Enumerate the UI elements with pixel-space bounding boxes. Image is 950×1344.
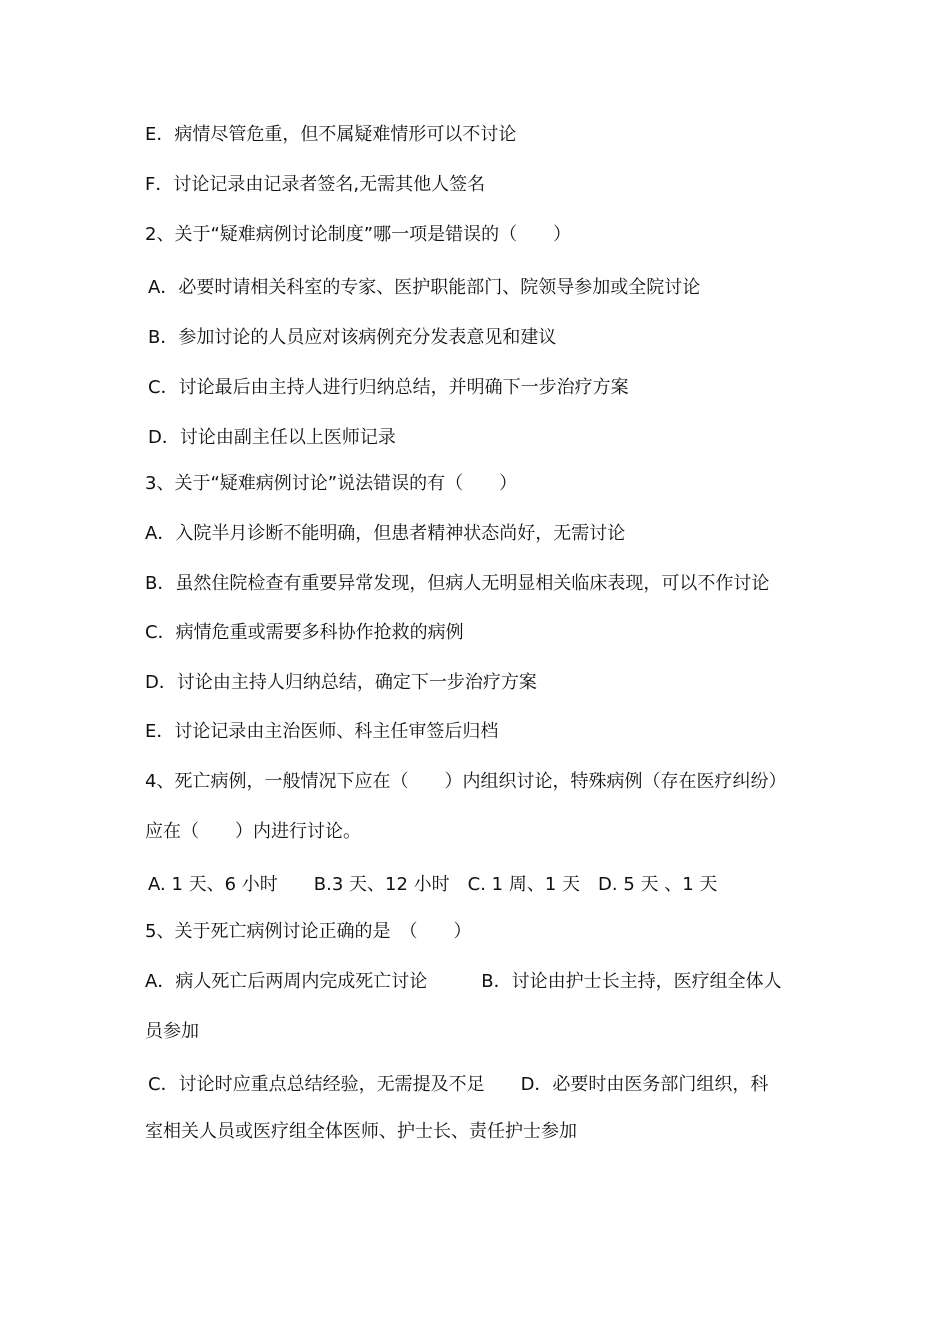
question-4-line-1: 4、死亡病例，一般情况下应在（ ）内组织讨论，特殊病例（存在医疗纠纷）: [145, 771, 787, 792]
option-3e: E．讨论记录由主治医师、科主任审签后归档: [145, 721, 499, 742]
options-5cd-line-2: 室相关人员或医疗组全体医师、护士长、责任护士参加: [145, 1121, 577, 1142]
options-5cd-line-1: C．讨论时应重点总结经验，无需提及不足 D．必要时由医务部门组织，科: [148, 1074, 769, 1095]
option-2d: D．讨论由副主任以上医师记录: [148, 427, 396, 448]
options-5ab-line-2: 员参加: [145, 1021, 199, 1042]
option-2a: A．必要时请相关科室的专家、医护职能部门、院领导参加或全院讨论: [148, 277, 701, 298]
question-3: 3、关于“疑难病例讨论”说法错误的有（ ）: [145, 473, 518, 494]
option-2c: C．讨论最后由主持人进行归纳总结，并明确下一步治疗方案: [148, 377, 629, 398]
options-5ab-line-1: A．病人死亡后两周内完成死亡讨论 B．讨论由护士长主持，医疗组全体人: [145, 971, 782, 992]
option-2b: B．参加讨论的人员应对该病例充分发表意见和建议: [148, 327, 557, 348]
option-3c: C．病情危重或需要多科协作抢救的病例: [145, 622, 464, 643]
question-2: 2、关于“疑难病例讨论制度”哪一项是错误的（ ）: [145, 224, 572, 245]
question-5: 5、关于死亡病例讨论正确的是 （ ）: [145, 921, 472, 942]
option-1f: F．讨论记录由记录者签名,无需其他人签名: [145, 174, 486, 195]
option-1e: E．病情尽管危重，但不属疑难情形可以不讨论: [145, 124, 517, 145]
question-4-line-2: 应在（ ）内进行讨论。: [145, 821, 361, 842]
options-4: A. 1 天、6 小时 B.3 天、12 小时 C. 1 周、1 天 D. 5 天 、1 天: [148, 874, 718, 895]
option-3a: A．入院半月诊断不能明确，但患者精神状态尚好，无需讨论: [145, 523, 626, 544]
option-3b: B．虽然住院检查有重要异常发现，但病人无明显相关临床表现，可以不作讨论: [145, 573, 770, 594]
option-3d: D．讨论由主持人归纳总结，确定下一步治疗方案: [145, 672, 537, 693]
